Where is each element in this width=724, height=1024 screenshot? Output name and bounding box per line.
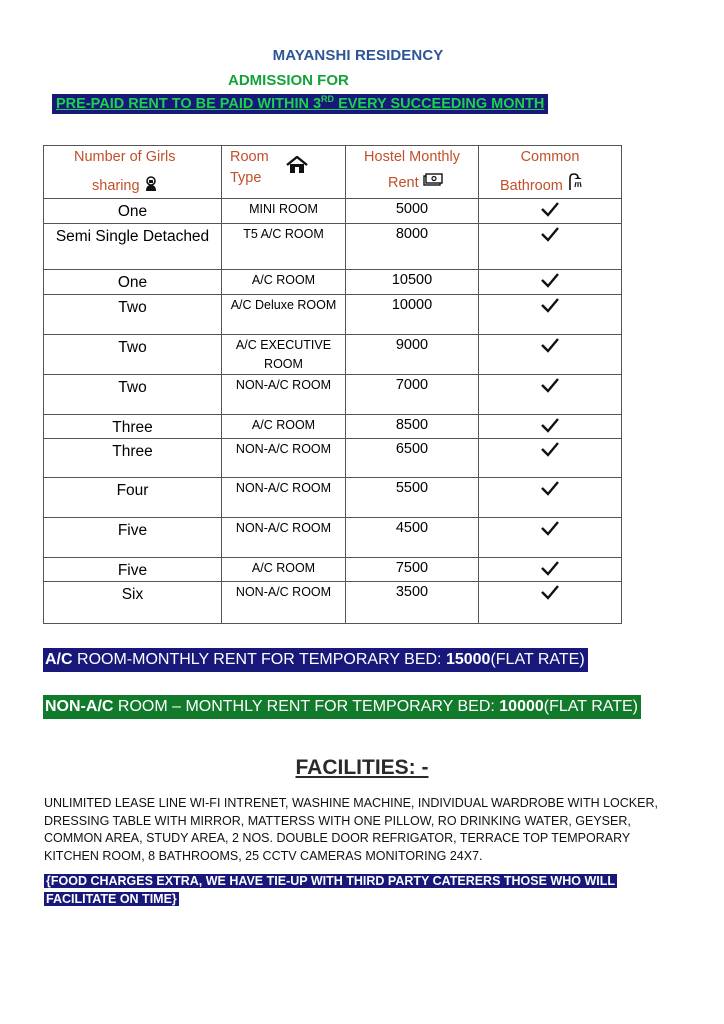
header-monthly-rent (346, 146, 479, 199)
check-icon (540, 520, 560, 536)
cell-room: A/C Deluxe ROOM (222, 295, 346, 335)
cell-rent: 4500 (346, 518, 479, 558)
cell-rent: 9000 (346, 335, 479, 375)
food-note-text: {FOOD CHARGES EXTRA, WE HAVE TIE-UP WITH THIRD PARTY CATERERS THOSE WHO WILL FACILITATE ON TIME} (46, 874, 615, 906)
cell-rent: 3500 (346, 582, 479, 624)
prepaid-banner (52, 94, 548, 114)
table-row (44, 224, 622, 270)
cell-bathroom (479, 439, 622, 478)
cell-girls: Five (44, 558, 222, 582)
banner-superscript: RD (321, 94, 335, 104)
cell-girls: Two (44, 295, 222, 335)
header-girls-line2-wrap (92, 176, 158, 194)
table-row (44, 518, 622, 558)
admission-subtitle: ADMISSION FOR (228, 72, 349, 89)
check-icon (540, 417, 560, 433)
cell-bathroom (479, 199, 622, 224)
cell-room: NON-A/C ROOM (222, 582, 346, 624)
header-room-line2: Type (230, 170, 262, 186)
header-girls-sharing (44, 146, 222, 199)
cell-girls: One (44, 199, 222, 224)
table-row (44, 415, 622, 439)
cell-rent: 5500 (346, 478, 479, 518)
cell-rent: 7500 (346, 558, 479, 582)
ac-rate-text: ROOM-MONTHLY RENT FOR TEMPORARY BED: (72, 651, 446, 668)
ac-prefix: A/C (45, 651, 73, 668)
check-icon (540, 272, 560, 288)
check-icon (540, 377, 560, 393)
woman-icon (144, 176, 158, 192)
cell-bathroom (479, 224, 622, 270)
cell-room: A/C ROOM (222, 270, 346, 295)
cell-room: T5 A/C ROOM (222, 224, 346, 270)
check-icon (540, 584, 560, 600)
nonac-rate-text: ROOM – MONTHLY RENT FOR TEMPORARY BED: (113, 698, 500, 715)
cell-rent: 10500 (346, 270, 479, 295)
check-icon (540, 297, 560, 313)
cell-bathroom (479, 518, 622, 558)
cell-girls: Semi Single Detached (44, 224, 222, 270)
nonac-rate-amount: 10000 (499, 698, 544, 715)
header-girls-line1: Number of Girls (74, 149, 176, 165)
nonac-prefix: NON-A/C (45, 698, 114, 715)
table-row (44, 295, 622, 335)
cell-bathroom (479, 478, 622, 518)
money-icon (423, 173, 443, 187)
table-header-row (44, 146, 622, 199)
ac-rate-suffix: (FLAT RATE) (490, 651, 585, 668)
cell-bathroom (479, 558, 622, 582)
cell-rent: 5000 (346, 199, 479, 224)
table-row (44, 199, 622, 224)
cell-room: A/C ROOM (222, 558, 346, 582)
cell-bathroom (479, 582, 622, 624)
check-icon (540, 337, 560, 353)
header-girls-line2: sharing (92, 178, 140, 194)
header-bath-line1: Common (520, 149, 580, 165)
cell-girls: Three (44, 415, 222, 439)
table-row (44, 270, 622, 295)
cell-room: NON-A/C ROOM (222, 439, 346, 478)
table-row (44, 439, 622, 478)
banner-text-post: EVERY SUCCEEDING MONTH (334, 96, 545, 112)
facilities-list: UNLIMITED LEASE LINE WI-FI INTRENET, WASHINE MACHINE, INDIVIDUAL WARDROBE WITH LOCKER, DRESSING TABLE WITH MIRROR, MATTERSS WITH ONE PILLOW, RO DRINKING WATER, GEYSER, COMMON AREA, STUDY AREA, 2 NOS. DOUBLE DOOR REFRIGATOR, TERRACE TOP TEMPORARY KITCHEN ROOM, 8 BATHROOMS, 25 CCTV CAMERAS MONITORING 24X7. (44, 796, 658, 863)
ac-temporary-bed-rate (43, 648, 588, 672)
nonac-temporary-bed-rate (43, 695, 641, 719)
cell-room: NON-A/C ROOM (222, 375, 346, 415)
cell-girls: Four (44, 478, 222, 518)
cell-room: MINI ROOM (222, 199, 346, 224)
ac-rate-amount: 15000 (445, 651, 491, 668)
cell-bathroom (479, 270, 622, 295)
header-bath-line2-wrap (500, 173, 583, 194)
header-common-bathroom (479, 146, 622, 199)
cell-rent: 8500 (346, 415, 479, 439)
cell-girls: Five (44, 518, 222, 558)
cell-bathroom (479, 375, 622, 415)
cell-rent: 7000 (346, 375, 479, 415)
check-icon (540, 480, 560, 496)
cell-girls: Six (44, 582, 222, 624)
header-bath-line2: Bathroom (500, 178, 563, 194)
cell-bathroom (479, 415, 622, 439)
cell-room: NON-A/C ROOM (222, 478, 346, 518)
cell-girls: One (44, 270, 222, 295)
check-icon (540, 226, 560, 242)
header-room-type (222, 146, 346, 199)
header-rent-line2: Rent (388, 175, 419, 191)
facilities-title: FACILITIES: - (295, 756, 429, 779)
header-room-line1: Room (230, 149, 269, 165)
cell-room: NON-A/C ROOM (222, 518, 346, 558)
cell-girls: Two (44, 375, 222, 415)
table-row (44, 375, 622, 415)
rent-table (43, 145, 622, 624)
cell-rent: 8000 (346, 224, 479, 270)
header-rent-line2-wrap (388, 173, 443, 191)
cell-bathroom (479, 335, 622, 375)
residency-title: MAYANSHI RESIDENCY (272, 47, 444, 64)
cell-rent: 6500 (346, 439, 479, 478)
header-rent-line1: Hostel Monthly (364, 149, 460, 165)
cell-room: A/C ROOM (222, 415, 346, 439)
food-charges-note (44, 873, 644, 908)
shower-icon (567, 173, 583, 191)
table-body (44, 199, 622, 624)
cell-bathroom (479, 295, 622, 335)
house-icon (286, 156, 308, 174)
nonac-rate-suffix: (FLAT RATE) (543, 698, 639, 715)
table-row (44, 582, 622, 624)
check-icon (540, 201, 560, 217)
table-row (44, 558, 622, 582)
cell-rent: 10000 (346, 295, 479, 335)
banner-text-pre: PRE-PAID RENT TO BE PAID WITHIN 3 (56, 96, 322, 112)
table-row (44, 335, 622, 375)
cell-girls: Three (44, 439, 222, 478)
cell-girls: Two (44, 335, 222, 375)
check-icon (540, 560, 560, 576)
table-row (44, 478, 622, 518)
check-icon (540, 441, 560, 457)
cell-room: A/C EXECUTIVE ROOM (222, 335, 346, 375)
